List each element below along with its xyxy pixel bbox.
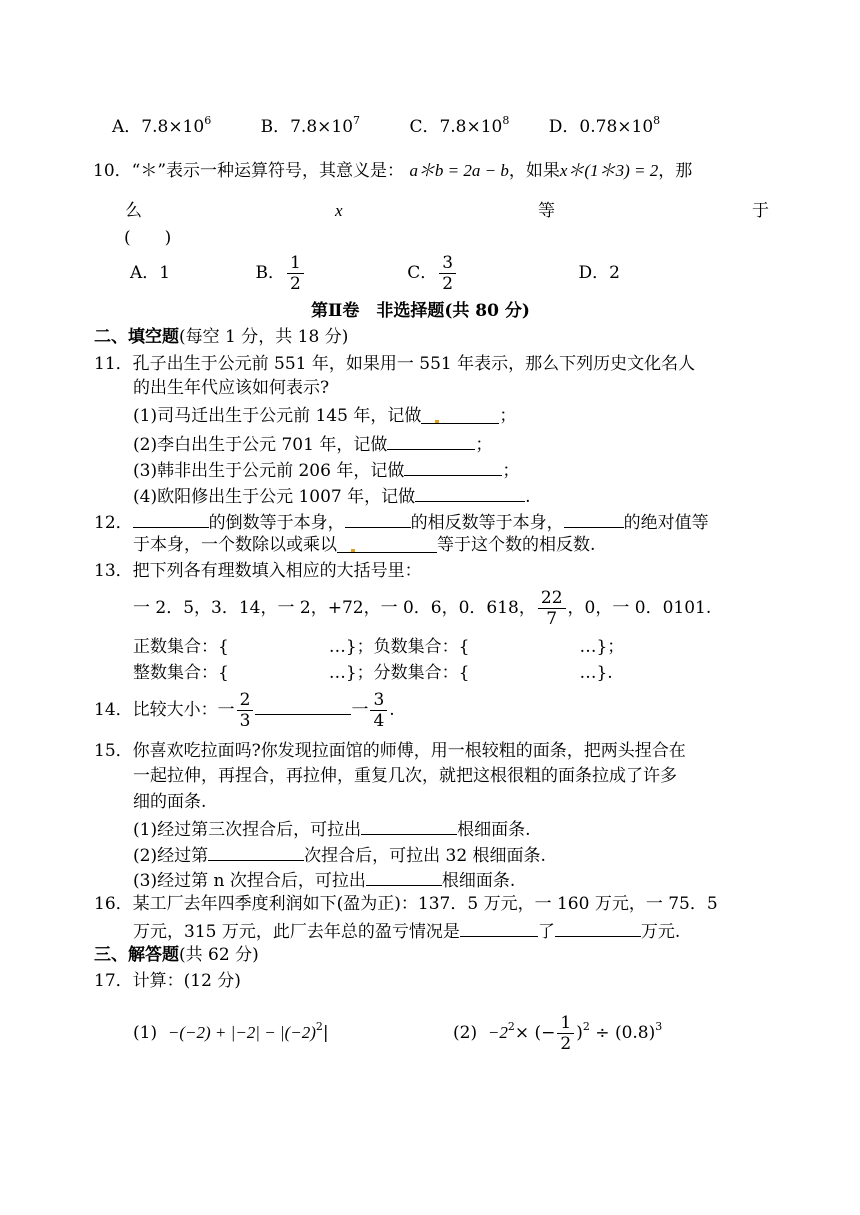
q9-option-c: C．$7.8\times 10^8$ xyxy=(409,114,510,137)
q13-sets-row1: 正数集合：{ …}；负数集合：{ …}； xyxy=(133,637,625,657)
q17-part2: $(2) -2^2\times$ (− $\frac{1}{2}$ )$^2 \div (0.8)^3$ xyxy=(453,1013,663,1054)
q9-option-a: A．$7.8\times 10^6$ xyxy=(112,114,212,137)
answer-paren: ( ) xyxy=(124,228,172,248)
q16-line1: 16．某工厂去年四季度利润如下(盈为正)：137．5 万元，一 160 万元，一 75．5 xyxy=(94,894,718,914)
q17-line1: 17．计算：(12 分) xyxy=(94,971,241,991)
q10-line1: 10．“＊”表示一种运算符号，其意义是： a＊b = 2a − b，如果x＊(1＊3) = 2，那 xyxy=(93,161,693,181)
q11-line2: 的出生年代应该如何表示? xyxy=(133,378,330,398)
q13-numbers: 一 2．5，3．14，一 2，+72，一 0．6，0．618， $\frac{22}{7}$ ，0，一 0．0101. xyxy=(133,588,712,629)
q10-options xyxy=(130,250,620,296)
q15-sub2: (2)经过第 次捏合后，可拉出 32 根细面条. xyxy=(133,842,546,867)
formula: x＊(1＊3) = 2 xyxy=(559,161,659,180)
q10-line2-word1: 么 xyxy=(125,201,142,221)
q11-sub4: (4)欧阳修出生于公元 1007 年，记做 . xyxy=(133,483,531,508)
q11-line1: 11．孔子出生于公元前 551 年，如果用一 551 年表示，那么下列历史文化名人 xyxy=(94,354,696,374)
q16-line2: 万元，315 万元，此厂去年总的盈亏情况是 了 万元. xyxy=(133,918,680,943)
fraction: $\frac{1}{2}$ xyxy=(287,253,304,294)
q10-line2-word3: 等 xyxy=(538,201,555,221)
q15-sub1: (1)经过第三次捏合后，可拉出 根细面条. xyxy=(133,816,531,841)
q12-line1: 12． 的倒数等于本身， 的相反数等于本身， 的绝对值等 xyxy=(94,509,709,534)
part-heading: 三、解答题(共 62 分) xyxy=(94,945,259,965)
q9-option-b: B．$7.8\times 10^7$ xyxy=(260,114,361,137)
q10-option-a: A．1 xyxy=(130,263,171,283)
question-number: 10． xyxy=(93,161,132,181)
q13-line1: 13．把下列各有理数填入相应的大括号里： xyxy=(94,561,422,581)
q9-options xyxy=(112,110,660,138)
q12-line2: 于本身，一个数除以或乘以 等于这个数的相反数. xyxy=(133,535,596,555)
q11-sub2: (2)李白出生于公元 701 年，记做 ； xyxy=(133,431,492,456)
q14: 14．比较大小：一 $\frac{2}{3}$ 一 $\frac{3}{4}$ . xyxy=(94,690,395,731)
fraction: $\frac{2}{3}$ xyxy=(237,690,254,731)
fraction: $\frac{3}{4}$ xyxy=(370,690,387,731)
section-title: 第Ⅱ卷 非选择题(共 80 分) xyxy=(311,301,530,321)
q15-line3: 细的面条. xyxy=(133,792,207,812)
q11-sub1: (1)司马迁出生于公元前 145 年，记做 ； xyxy=(133,406,517,426)
q17-part1: $(1) -(-2) + |-2| - |(-2)^2|$ xyxy=(133,1020,329,1043)
fraction: $\frac{22}{7}$ xyxy=(538,588,566,629)
fraction: $\frac{1}{2}$ xyxy=(557,1013,574,1054)
part-heading: 二、填空题(每空 1 分，共 18 分) xyxy=(94,327,349,347)
q10-line2-word4: 于 xyxy=(752,201,769,221)
q13-sets-row2: 整数集合：{ …}；分数集合：{ …}. xyxy=(133,663,613,683)
q10-option-d: D．2 xyxy=(578,263,620,283)
q15-line2: 一起拉伸，再捏合，再拉伸，重复几次，就把这根很粗的面条拉成了许多 xyxy=(133,766,677,786)
q9-option-d: D．$0.78\times 10^8$ xyxy=(548,114,661,137)
q10-line2-word2: x xyxy=(335,201,343,220)
q10-option-c: C． $\frac{3}{2}$ xyxy=(407,263,458,283)
q10-option-b: B． $\frac{1}{2}$ xyxy=(256,263,306,283)
formula: a＊b = 2a − b xyxy=(409,161,509,180)
fraction: $\frac{3}{2}$ xyxy=(439,253,456,294)
q11-sub3: (3)韩非出生于公元前 206 年，记做 ； xyxy=(133,457,519,482)
q15-line1: 15．你喜欢吃拉面吗?你发现拉面馆的师傅，用一根较粗的面条，把两头捏合在 xyxy=(94,741,686,761)
q15-sub3: (3)经过第 n 次捏合后，可拉出 根细面条. xyxy=(133,867,515,892)
